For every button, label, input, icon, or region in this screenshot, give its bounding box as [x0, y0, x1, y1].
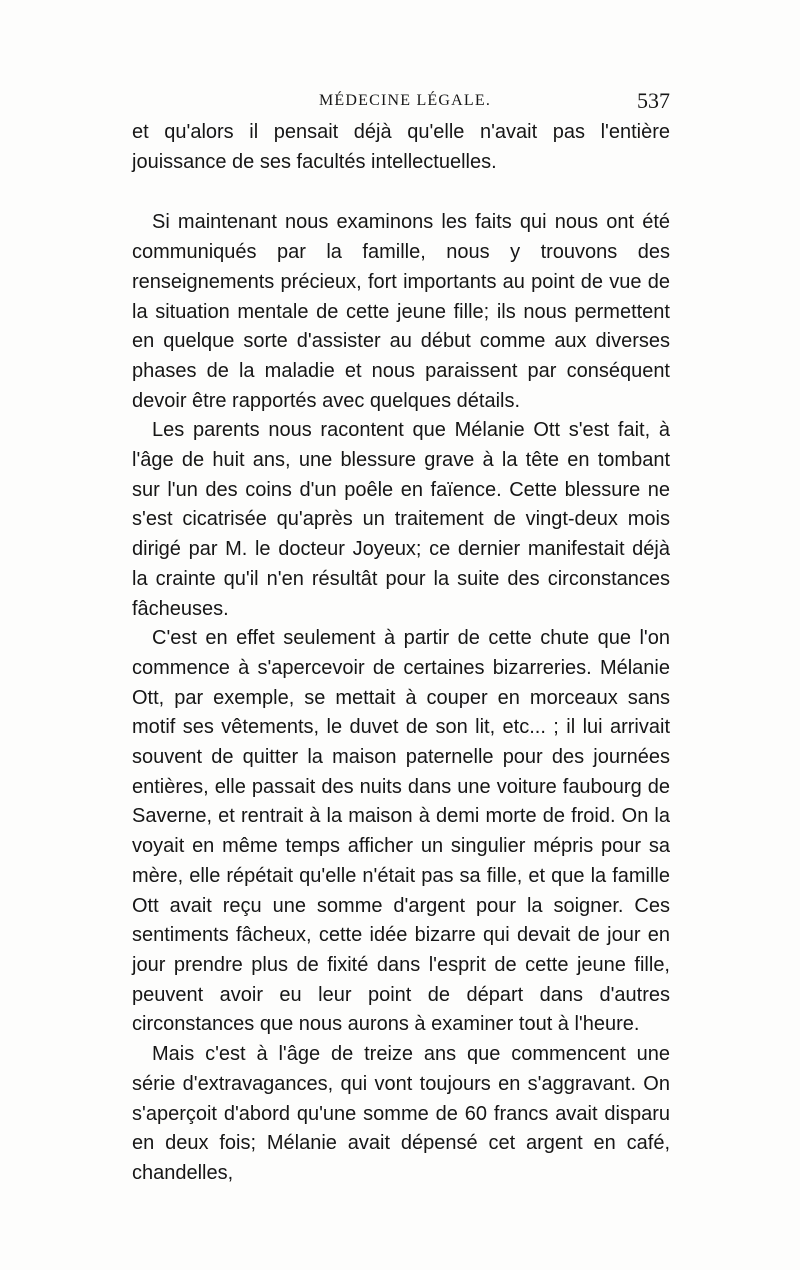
- paragraph: C'est en effet seulement à partir de cette chute que l'on commence à s'apercevoir de certaines bizarreries. Mélanie Ott, par exemple, se mettait à couper en morceaux sans motif ses vêtements, le duvet de son lit, etc... ; il lui arrivait souvent de quitter la maison paternelle pour des journées entières, elle passait des nuits dans une voiture faubourg de Saverne, et rentrait à la maison à demi morte de froid. On la voyait en même temps afficher un singulier mépris pour sa mère, elle répétait qu'elle n'était pas sa fille, et que la famille Ott avait reçu une somme d'argent pour la soigner. Ces sentiments fâcheux, cette idée bizarre qui devait de jour en jour prendre plus de fixité dans l'esprit de cette jeune fille, peuvent avoir eu leur point de départ dans d'autres circonstances que nous aurons à examiner tout à l'heure.: [132, 627, 670, 1036]
- paragraph-continuation: et qu'alors il pensait déjà qu'elle n'avait pas l'entière jouissance de ses facultés intellectuelles.: [132, 121, 670, 173]
- page-number: 537: [637, 88, 670, 113]
- paragraph-continued: Mais c'est à l'âge de treize ans que commencent une série d'extravagances, qui vont toujours en s'aggravant. On s'aperçoit d'abord qu'une somme de 60 francs avait disparu en deux fois; Mélanie avait dépensé cet argent en café, chandelles,: [132, 1043, 670, 1184]
- running-title: MÉDECINE LÉGALE.: [319, 92, 492, 109]
- paragraph: Si maintenant nous examinons les faits qui nous ont été communiqués par la famille, nous y trouvons des renseignements précieux, fort importants au point de vue de la situation mentale de cette jeune fille; ils nous permettent en quelque sorte d'assister au début comme aux diverses phases de la maladie et nous paraissent par conséquent devoir être rapportés avec quelques détails.: [132, 211, 670, 412]
- body-text: [132, 118, 670, 1189]
- running-head: [132, 88, 670, 118]
- paragraph: Les parents nous racontent que Mélanie Ott s'est fait, à l'âge de huit ans, une blessure grave à la tête en tombant sur l'un des coins d'un poêle en faïence. Cette blessure ne s'est cicatrisée qu'après un traitement de vingt-deux mois dirigé par M. le docteur Joyeux; ce dernier manifestait déjà la crainte qu'il n'en résultât pour la suite des circonstances fâcheuses.: [132, 419, 670, 620]
